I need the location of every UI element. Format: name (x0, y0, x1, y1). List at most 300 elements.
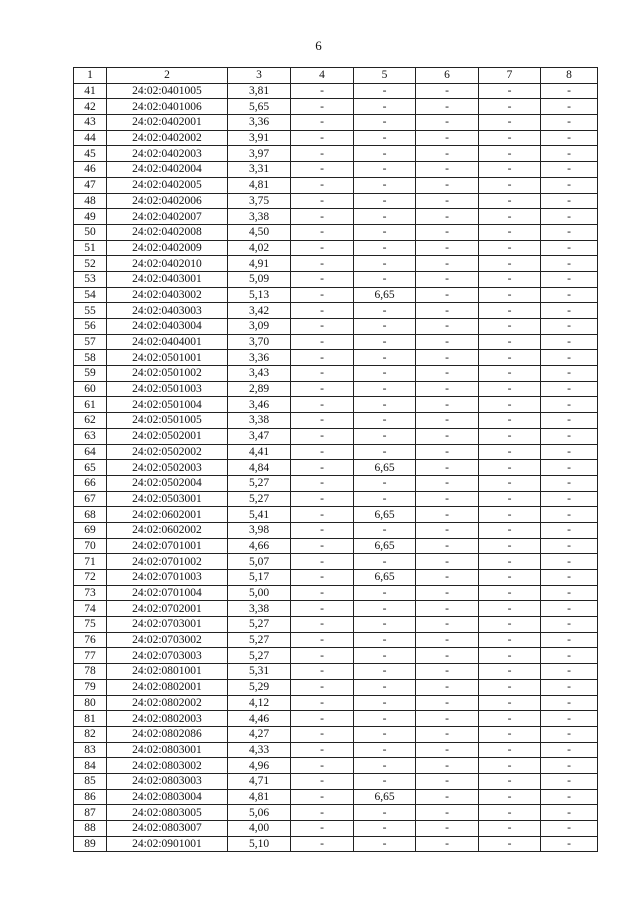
value-col7-cell: - (479, 287, 541, 303)
table-row (74, 224, 598, 240)
row-number-cell: 74 (74, 601, 107, 617)
value-col8-cell: - (541, 695, 598, 711)
table-row (74, 146, 598, 162)
value-col6-cell: - (416, 570, 479, 586)
value-col5-cell: - (354, 648, 416, 664)
value-col6-cell: - (416, 475, 479, 491)
row-number-cell: 60 (74, 381, 107, 397)
value-col4-cell: - (291, 789, 354, 805)
value-col4-cell: - (291, 397, 354, 413)
value-col5-cell: - (354, 177, 416, 193)
value-col3-cell: 2,89 (228, 381, 291, 397)
value-col7-cell: - (479, 130, 541, 146)
value-col4-cell: - (291, 836, 354, 852)
value-col7-cell: - (479, 475, 541, 491)
row-number-cell: 71 (74, 554, 107, 570)
value-col6-cell: - (416, 209, 479, 225)
value-col8-cell: - (541, 287, 598, 303)
value-col8-cell: - (541, 83, 598, 99)
value-col8-cell: - (541, 632, 598, 648)
column-header-4: 4 (291, 68, 354, 84)
row-number-cell: 42 (74, 99, 107, 115)
value-col8-cell: - (541, 821, 598, 837)
value-col3-cell: 4,84 (228, 460, 291, 476)
row-number-cell: 68 (74, 507, 107, 523)
value-col8-cell: - (541, 240, 598, 256)
value-col8-cell: - (541, 115, 598, 131)
value-col4-cell: - (291, 224, 354, 240)
value-col6-cell: - (416, 256, 479, 272)
value-col8-cell: - (541, 679, 598, 695)
value-col6-cell: - (416, 554, 479, 570)
value-col7-cell: - (479, 758, 541, 774)
row-number-cell: 75 (74, 617, 107, 633)
cadastral-number-cell: 24:02:0803002 (107, 758, 228, 774)
value-col4-cell: - (291, 130, 354, 146)
table-row (74, 773, 598, 789)
value-col8-cell: - (541, 366, 598, 382)
column-header-5: 5 (354, 68, 416, 84)
value-col3-cell: 5,10 (228, 836, 291, 852)
value-col7-cell: - (479, 554, 541, 570)
cadastral-number-cell: 24:02:0701001 (107, 538, 228, 554)
value-col5-cell: - (354, 366, 416, 382)
value-col4-cell: - (291, 773, 354, 789)
value-col7-cell: - (479, 303, 541, 319)
cadastral-number-cell: 24:02:0502003 (107, 460, 228, 476)
value-col3-cell: 3,97 (228, 146, 291, 162)
cadastral-number-cell: 24:02:0401006 (107, 99, 228, 115)
value-col6-cell: - (416, 679, 479, 695)
row-number-cell: 83 (74, 742, 107, 758)
cadastral-number-cell: 24:02:0602001 (107, 507, 228, 523)
value-col4-cell: - (291, 303, 354, 319)
value-col5-cell: - (354, 444, 416, 460)
cadastral-number-cell: 24:02:0503001 (107, 491, 228, 507)
table-row (74, 632, 598, 648)
table-row (74, 240, 598, 256)
row-number-cell: 63 (74, 428, 107, 444)
value-col7-cell: - (479, 695, 541, 711)
table-row (74, 83, 598, 99)
value-col6-cell: - (416, 773, 479, 789)
value-col4-cell: - (291, 491, 354, 507)
page-number: 6 (315, 38, 322, 53)
table-row (74, 460, 598, 476)
cadastral-number-cell: 24:02:0402003 (107, 146, 228, 162)
value-col4-cell: - (291, 726, 354, 742)
value-col7-cell: - (479, 507, 541, 523)
value-col7-cell: - (479, 522, 541, 538)
value-col5-cell: - (354, 664, 416, 680)
row-number-cell: 62 (74, 413, 107, 429)
value-col5-cell: - (354, 209, 416, 225)
column-header-6: 6 (416, 68, 479, 84)
row-number-cell: 67 (74, 491, 107, 507)
value-col5-cell: - (354, 758, 416, 774)
value-col8-cell: - (541, 413, 598, 429)
value-col5-cell: - (354, 805, 416, 821)
value-col5-cell: 6,65 (354, 507, 416, 523)
table-row (74, 130, 598, 146)
value-col7-cell: - (479, 397, 541, 413)
value-col4-cell: - (291, 648, 354, 664)
value-col6-cell: - (416, 177, 479, 193)
table-row (74, 428, 598, 444)
row-number-cell: 76 (74, 632, 107, 648)
value-col3-cell: 3,09 (228, 319, 291, 335)
value-col3-cell: 3,38 (228, 209, 291, 225)
value-col4-cell: - (291, 632, 354, 648)
value-col7-cell: - (479, 726, 541, 742)
value-col3-cell: 5,00 (228, 585, 291, 601)
value-col5-cell: 6,65 (354, 287, 416, 303)
value-col8-cell: - (541, 585, 598, 601)
column-header-3: 3 (228, 68, 291, 84)
value-col5-cell: 6,65 (354, 789, 416, 805)
value-col7-cell: - (479, 617, 541, 633)
value-col6-cell: - (416, 460, 479, 476)
table-row (74, 821, 598, 837)
row-number-cell: 84 (74, 758, 107, 774)
value-col7-cell: - (479, 99, 541, 115)
value-col5-cell: - (354, 334, 416, 350)
value-col4-cell: - (291, 350, 354, 366)
cadastral-number-cell: 24:02:0703001 (107, 617, 228, 633)
value-col7-cell: - (479, 162, 541, 178)
value-col4-cell: - (291, 256, 354, 272)
table-row (74, 664, 598, 680)
cadastral-number-cell: 24:02:0402002 (107, 130, 228, 146)
row-number-cell: 51 (74, 240, 107, 256)
table-row (74, 538, 598, 554)
table-row (74, 695, 598, 711)
cadastral-number-cell: 24:02:0802002 (107, 695, 228, 711)
value-col4-cell: - (291, 428, 354, 444)
table-row (74, 570, 598, 586)
value-col4-cell: - (291, 554, 354, 570)
value-col7-cell: - (479, 366, 541, 382)
value-col3-cell: 3,31 (228, 162, 291, 178)
table-row (74, 789, 598, 805)
row-number-cell: 44 (74, 130, 107, 146)
value-col8-cell: - (541, 836, 598, 852)
value-col8-cell: - (541, 130, 598, 146)
value-col3-cell: 3,38 (228, 601, 291, 617)
value-col3-cell: 4,50 (228, 224, 291, 240)
value-col4-cell: - (291, 664, 354, 680)
value-col8-cell: - (541, 162, 598, 178)
cadastral-number-cell: 24:02:0403003 (107, 303, 228, 319)
value-col5-cell: - (354, 256, 416, 272)
value-col6-cell: - (416, 444, 479, 460)
row-number-cell: 77 (74, 648, 107, 664)
row-number-cell: 79 (74, 679, 107, 695)
value-col8-cell: - (541, 224, 598, 240)
value-col5-cell: - (354, 491, 416, 507)
cadastral-number-cell: 24:02:0803007 (107, 821, 228, 837)
value-col5-cell: - (354, 601, 416, 617)
value-col6-cell: - (416, 507, 479, 523)
table-row (74, 758, 598, 774)
row-number-cell: 52 (74, 256, 107, 272)
value-col5-cell: - (354, 554, 416, 570)
value-col5-cell: - (354, 83, 416, 99)
value-col5-cell: - (354, 711, 416, 727)
value-col4-cell: - (291, 177, 354, 193)
value-col3-cell: 5,07 (228, 554, 291, 570)
value-col8-cell: - (541, 648, 598, 664)
value-col3-cell: 4,71 (228, 773, 291, 789)
cadastral-number-cell: 24:02:0701004 (107, 585, 228, 601)
cadastral-number-cell: 24:02:0402010 (107, 256, 228, 272)
value-col6-cell: - (416, 601, 479, 617)
value-col8-cell: - (541, 146, 598, 162)
row-number-cell: 78 (74, 664, 107, 680)
value-col4-cell: - (291, 570, 354, 586)
value-col8-cell: - (541, 664, 598, 680)
table-row (74, 726, 598, 742)
value-col8-cell: - (541, 460, 598, 476)
value-col4-cell: - (291, 617, 354, 633)
value-col4-cell: - (291, 601, 354, 617)
value-col5-cell: - (354, 632, 416, 648)
row-number-cell: 70 (74, 538, 107, 554)
table-row (74, 366, 598, 382)
cadastral-number-cell: 24:02:0402005 (107, 177, 228, 193)
value-col5-cell: - (354, 428, 416, 444)
value-col3-cell: 3,46 (228, 397, 291, 413)
value-col4-cell: - (291, 507, 354, 523)
value-col3-cell: 5,27 (228, 491, 291, 507)
value-col3-cell: 4,41 (228, 444, 291, 460)
value-col3-cell: 4,33 (228, 742, 291, 758)
value-col8-cell: - (541, 711, 598, 727)
value-col4-cell: - (291, 695, 354, 711)
value-col3-cell: 5,65 (228, 99, 291, 115)
table-row (74, 475, 598, 491)
cadastral-number-cell: 24:02:0901001 (107, 836, 228, 852)
row-number-cell: 81 (74, 711, 107, 727)
value-col6-cell: - (416, 350, 479, 366)
value-col8-cell: - (541, 570, 598, 586)
value-col4-cell: - (291, 334, 354, 350)
value-col4-cell: - (291, 444, 354, 460)
value-col3-cell: 4,66 (228, 538, 291, 554)
column-header-1: 1 (74, 68, 107, 84)
value-col3-cell: 4,96 (228, 758, 291, 774)
value-col4-cell: - (291, 821, 354, 837)
value-col7-cell: - (479, 664, 541, 680)
table-row (74, 319, 598, 335)
row-number-cell: 54 (74, 287, 107, 303)
value-col8-cell: - (541, 522, 598, 538)
value-col4-cell: - (291, 99, 354, 115)
value-col4-cell: - (291, 475, 354, 491)
value-col7-cell: - (479, 538, 541, 554)
value-col5-cell: 6,65 (354, 538, 416, 554)
value-col6-cell: - (416, 789, 479, 805)
value-col7-cell: - (479, 711, 541, 727)
value-col7-cell: - (479, 193, 541, 209)
value-col7-cell: - (479, 177, 541, 193)
value-col7-cell: - (479, 491, 541, 507)
cadastral-number-cell: 24:02:0403004 (107, 319, 228, 335)
value-col5-cell: - (354, 413, 416, 429)
table-row (74, 303, 598, 319)
value-col3-cell: 5,13 (228, 287, 291, 303)
value-col7-cell: - (479, 240, 541, 256)
value-col5-cell: - (354, 522, 416, 538)
value-col3-cell: 3,81 (228, 83, 291, 99)
value-col3-cell: 3,75 (228, 193, 291, 209)
value-col8-cell: - (541, 726, 598, 742)
value-col7-cell: - (479, 319, 541, 335)
table-row (74, 413, 598, 429)
value-col5-cell: - (354, 224, 416, 240)
table-row (74, 491, 598, 507)
cadastral-number-cell: 24:02:0501002 (107, 366, 228, 382)
table-row (74, 334, 598, 350)
cadastral-number-cell: 24:02:0502001 (107, 428, 228, 444)
table-row (74, 836, 598, 852)
row-number-cell: 55 (74, 303, 107, 319)
value-col4-cell: - (291, 742, 354, 758)
row-number-cell: 61 (74, 397, 107, 413)
value-col4-cell: - (291, 240, 354, 256)
value-col8-cell: - (541, 381, 598, 397)
table-row (74, 601, 598, 617)
value-col5-cell: - (354, 146, 416, 162)
row-number-cell: 59 (74, 366, 107, 382)
value-col8-cell: - (541, 334, 598, 350)
value-col7-cell: - (479, 648, 541, 664)
table-row (74, 585, 598, 601)
value-col6-cell: - (416, 287, 479, 303)
value-col7-cell: - (479, 585, 541, 601)
cadastral-number-cell: 24:02:0403001 (107, 271, 228, 287)
value-col8-cell: - (541, 789, 598, 805)
value-col3-cell: 4,27 (228, 726, 291, 742)
value-col3-cell: 5,27 (228, 632, 291, 648)
cadastral-number-cell: 24:02:0402009 (107, 240, 228, 256)
value-col3-cell: 4,91 (228, 256, 291, 272)
value-col5-cell: - (354, 381, 416, 397)
cadastral-number-cell: 24:02:0402008 (107, 224, 228, 240)
value-col6-cell: - (416, 381, 479, 397)
value-col6-cell: - (416, 758, 479, 774)
cadastral-number-cell: 24:02:0701002 (107, 554, 228, 570)
row-number-cell: 82 (74, 726, 107, 742)
row-number-cell: 88 (74, 821, 107, 837)
cadastral-number-cell: 24:02:0701003 (107, 570, 228, 586)
row-number-cell: 73 (74, 585, 107, 601)
value-col5-cell: 6,65 (354, 460, 416, 476)
value-col7-cell: - (479, 256, 541, 272)
table-row (74, 742, 598, 758)
value-col8-cell: - (541, 601, 598, 617)
value-col8-cell: - (541, 507, 598, 523)
cadastral-number-cell: 24:02:0802001 (107, 679, 228, 695)
table-row (74, 256, 598, 272)
row-number-cell: 85 (74, 773, 107, 789)
value-col3-cell: 3,98 (228, 522, 291, 538)
value-col5-cell: - (354, 773, 416, 789)
value-col3-cell: 4,46 (228, 711, 291, 727)
row-number-cell: 46 (74, 162, 107, 178)
value-col6-cell: - (416, 224, 479, 240)
value-col3-cell: 5,06 (228, 805, 291, 821)
cadastral-number-cell: 24:02:0502004 (107, 475, 228, 491)
value-col7-cell: - (479, 334, 541, 350)
value-col5-cell: - (354, 115, 416, 131)
cadastral-number-cell: 24:02:0602002 (107, 522, 228, 538)
row-number-cell: 64 (74, 444, 107, 460)
value-col6-cell: - (416, 648, 479, 664)
value-col3-cell: 5,09 (228, 271, 291, 287)
value-col7-cell: - (479, 789, 541, 805)
value-col6-cell: - (416, 413, 479, 429)
value-col3-cell: 3,36 (228, 350, 291, 366)
value-col8-cell: - (541, 742, 598, 758)
value-col7-cell: - (479, 679, 541, 695)
row-number-cell: 45 (74, 146, 107, 162)
cadastral-number-cell: 24:02:0502002 (107, 444, 228, 460)
column-header-8: 8 (541, 68, 598, 84)
table-row (74, 193, 598, 209)
value-col3-cell: 4,81 (228, 177, 291, 193)
value-col6-cell: - (416, 664, 479, 680)
value-col6-cell: - (416, 428, 479, 444)
table-row (74, 444, 598, 460)
cadastral-number-cell: 24:02:0501003 (107, 381, 228, 397)
cadastral-number-cell: 24:02:0702001 (107, 601, 228, 617)
row-number-cell: 69 (74, 522, 107, 538)
value-col6-cell: - (416, 83, 479, 99)
value-col6-cell: - (416, 193, 479, 209)
value-col3-cell: 4,02 (228, 240, 291, 256)
cadastral-number-cell: 24:02:0703002 (107, 632, 228, 648)
column-header-7: 7 (479, 68, 541, 84)
cadastral-number-cell: 24:02:0402004 (107, 162, 228, 178)
value-col4-cell: - (291, 679, 354, 695)
value-col3-cell: 4,00 (228, 821, 291, 837)
value-col6-cell: - (416, 538, 479, 554)
value-col4-cell: - (291, 366, 354, 382)
cadastral-number-cell: 24:02:0402006 (107, 193, 228, 209)
value-col4-cell: - (291, 711, 354, 727)
value-col6-cell: - (416, 271, 479, 287)
value-col6-cell: - (416, 146, 479, 162)
value-col6-cell: - (416, 303, 479, 319)
value-col6-cell: - (416, 805, 479, 821)
table-row (74, 507, 598, 523)
value-col6-cell: - (416, 742, 479, 758)
value-col4-cell: - (291, 271, 354, 287)
value-col4-cell: - (291, 193, 354, 209)
value-col5-cell: - (354, 821, 416, 837)
value-col7-cell: - (479, 146, 541, 162)
row-number-cell: 86 (74, 789, 107, 805)
value-col7-cell: - (479, 209, 541, 225)
value-col5-cell: - (354, 350, 416, 366)
value-col6-cell: - (416, 319, 479, 335)
table-row (74, 648, 598, 664)
value-col7-cell: - (479, 224, 541, 240)
cadastral-number-cell: 24:02:0803003 (107, 773, 228, 789)
table-row (74, 805, 598, 821)
value-col3-cell: 4,12 (228, 695, 291, 711)
